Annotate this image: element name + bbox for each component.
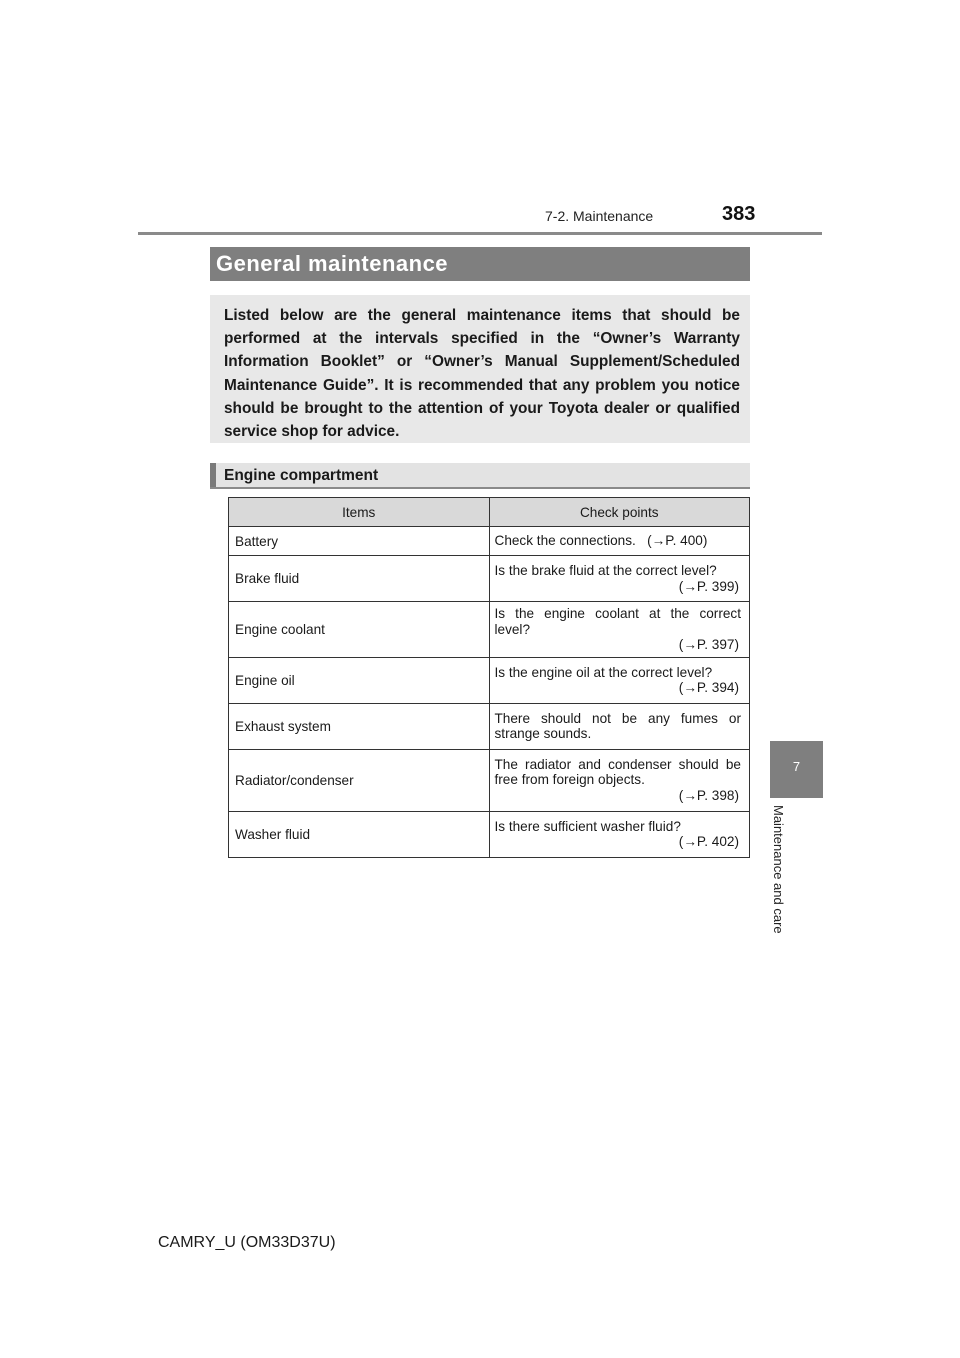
row-check-point xyxy=(489,602,750,658)
page-reference[interactable]: (→P. 398) xyxy=(678,787,739,803)
row-item: Engine coolant xyxy=(229,602,490,658)
intro-text: Listed below are the general maintenance items that should be performed at the intervals specified in the “Owner’s Warranty Information Booklet” or “Owner’s Manual Supplement/Scheduled Maintenance Guide”. It is recommended that any problem you notice should be brought to the attention of your Toyota dealer or qualified service shop for advice. xyxy=(224,307,740,441)
table-row xyxy=(229,657,750,703)
table-row xyxy=(229,527,750,556)
page-reference[interactable]: (→P. 394) xyxy=(678,680,739,695)
section-title-bar xyxy=(210,247,750,281)
subheading-text: Engine compartment xyxy=(224,467,379,484)
page-reference[interactable]: (→P. 402) xyxy=(678,834,739,849)
chapter-side-label xyxy=(769,805,797,955)
row-item: Radiator/condenser xyxy=(229,749,490,811)
page-reference[interactable]: (→P. 400) xyxy=(647,533,708,549)
table-row xyxy=(229,811,750,857)
table-header-row xyxy=(229,498,750,527)
row-check-point xyxy=(489,556,750,602)
check-text: Check the connections. xyxy=(494,533,636,549)
row-item: Exhaust system xyxy=(229,703,490,749)
row-item: Engine oil xyxy=(229,657,490,703)
intro-box xyxy=(210,295,750,443)
check-text: The radiator and condenser should be free from foreign objects. xyxy=(494,756,741,788)
row-item: Brake fluid xyxy=(229,556,490,602)
subheading-bar xyxy=(210,463,750,489)
check-text: Is the engine coolant at the correct level? xyxy=(494,606,741,637)
row-check-point xyxy=(489,657,750,703)
check-text: There should not be any fumes or strange sounds. xyxy=(494,710,741,741)
page-number: 383 xyxy=(722,203,756,225)
header-divider xyxy=(138,232,822,235)
page-reference[interactable]: (→P. 399) xyxy=(678,578,739,594)
table-row xyxy=(229,749,750,811)
header-section-label: 7-2. Maintenance xyxy=(545,208,654,224)
row-check-point xyxy=(489,527,750,556)
page-reference[interactable]: (→P. 397) xyxy=(678,637,739,652)
chapter-tab xyxy=(770,741,823,798)
table-body xyxy=(229,527,750,858)
section-title: General maintenance xyxy=(216,251,449,276)
table-row xyxy=(229,556,750,602)
footer-model-code: CAMRY_U (OM33D37U) xyxy=(158,1234,336,1251)
row-check-point xyxy=(489,703,750,749)
chapter-number: 7 xyxy=(792,759,801,774)
check-text: Is there sufficient washer fluid? xyxy=(494,818,681,834)
row-item: Battery xyxy=(229,527,490,556)
table-row xyxy=(229,602,750,658)
row-check-point xyxy=(489,749,750,811)
row-check-point xyxy=(489,811,750,857)
chapter-name: Maintenance and care xyxy=(771,805,786,934)
header-items: Items xyxy=(229,498,490,527)
header-check-points: Check points xyxy=(489,498,750,527)
check-text: Is the brake fluid at the correct level? xyxy=(494,563,717,578)
maintenance-table xyxy=(228,497,750,858)
row-item: Washer fluid xyxy=(229,811,490,857)
check-text: Is the engine oil at the correct level? xyxy=(494,664,713,680)
table-row xyxy=(229,703,750,749)
subheading-accent xyxy=(210,463,216,487)
